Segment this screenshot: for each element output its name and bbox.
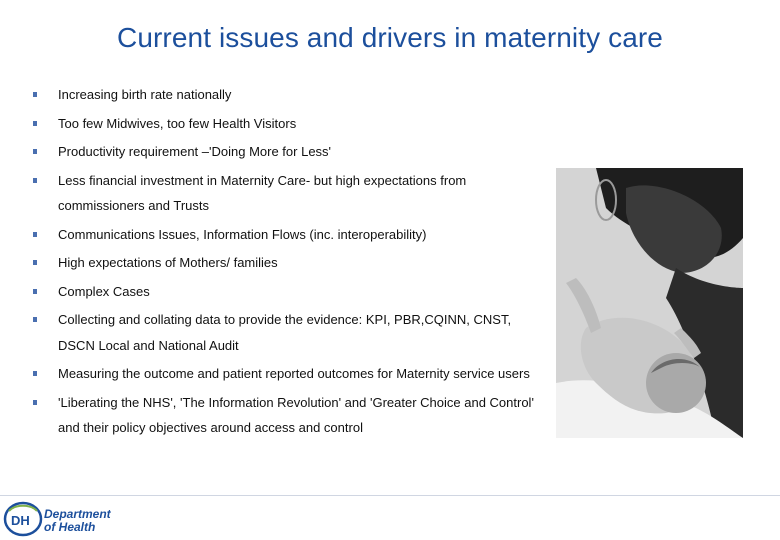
bullet-marker-icon	[33, 121, 37, 126]
bullet-item	[33, 168, 538, 219]
photo-illustration-icon	[556, 168, 743, 438]
bullet-text: Less financial investment in Maternity Care- but high expectations from commissioners and Trusts	[58, 172, 467, 213]
bullet-text: Measuring the outcome and patient reported outcomes for Maternity service users	[58, 366, 530, 381]
bullet-item	[33, 361, 538, 387]
bullet-text: Collecting and collating data to provide the evidence: KPI, PBR,CQINN, CNST, DSCN Local and National Audit	[58, 312, 512, 353]
svg-text:DH: DH	[11, 513, 30, 528]
bullet-text: 'Liberating the NHS', 'The Information Revolution' and 'Greater Choice and Control' and their policy objectives around access and control	[58, 394, 534, 435]
bullet-item	[33, 279, 538, 305]
mother-and-baby-photo	[556, 168, 743, 438]
footer-divider	[0, 495, 780, 496]
bullet-marker-icon	[33, 149, 37, 154]
bullet-item	[33, 307, 538, 358]
bullet-marker-icon	[33, 371, 37, 376]
bullet-item	[33, 139, 538, 165]
bullet-text: High expectations of Mothers/ families	[58, 255, 278, 270]
bullet-item	[33, 250, 538, 276]
bullet-text: Complex Cases	[58, 283, 150, 299]
bullet-item	[33, 222, 538, 248]
logo-text	[44, 508, 111, 534]
bullet-text: Too few Midwives, too few Health Visitors	[58, 115, 297, 131]
bullet-list	[33, 82, 538, 444]
bullet-text: Productivity requirement –'Doing More for Less'	[58, 144, 332, 159]
bullet-text: Increasing birth rate nationally	[58, 87, 232, 102]
logo-line-2: of Health	[44, 520, 96, 534]
bullet-text: Communications Issues, Information Flows (inc. interoperability)	[58, 226, 427, 242]
bullet-item	[33, 390, 538, 441]
bullet-marker-icon	[33, 178, 37, 183]
bullet-item	[33, 82, 538, 108]
logo-line-1: Department	[44, 507, 111, 521]
bullet-marker-icon	[33, 92, 37, 97]
bullet-marker-icon	[33, 260, 37, 265]
bullet-marker-icon	[33, 232, 37, 237]
slide-title: Current issues and drivers in maternity care	[117, 22, 663, 53]
bullet-marker-icon	[33, 289, 37, 294]
bullet-item	[33, 111, 538, 137]
bullet-marker-icon	[33, 317, 37, 322]
bullet-marker-icon	[33, 400, 37, 405]
